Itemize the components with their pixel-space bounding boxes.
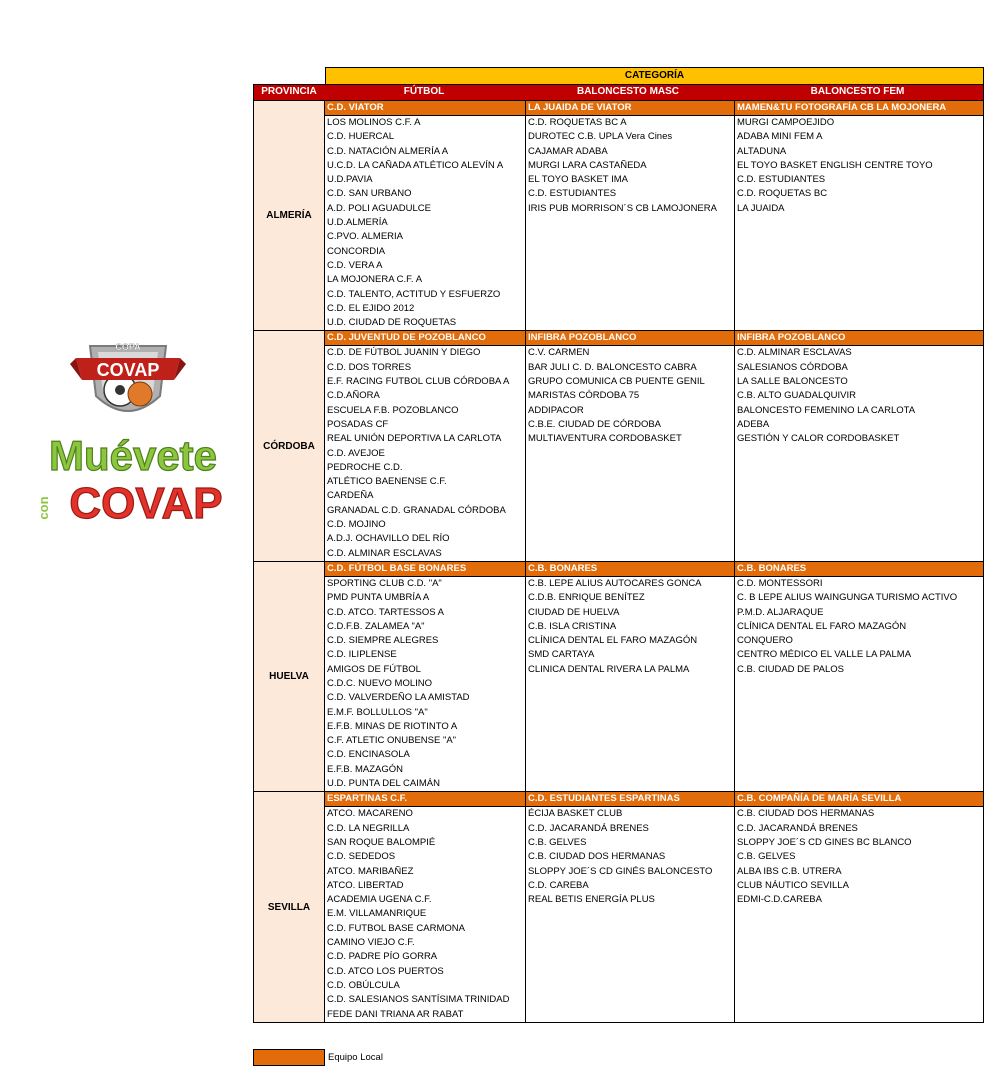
team-item: MURGI CAMPOEJIDO [737, 117, 835, 128]
baloncesto-masc-header: BALONCESTO MASC [576, 86, 680, 97]
local-team: C.D. JUVENTUD DE POZOBLANCO [325, 331, 525, 346]
team-item: U.D. CIUDAD DE ROQUETAS [327, 317, 457, 329]
team-item: C.D. VERA A [327, 259, 383, 271]
muevete-con-covap-logo [28, 428, 238, 528]
team-item: ATCO. LIBERTAD [327, 879, 404, 891]
team-item: C.B.E. CIUDAD DE CÓRDOBA [528, 418, 662, 430]
baloncesto-masc-column [526, 562, 735, 791]
team-item: C.D. SEDEDOS [327, 851, 396, 863]
team-item: EDMI-C.D.CAREBA [737, 894, 822, 906]
team-item: CLINICA DENTAL RIVERA LA PALMA [528, 663, 690, 675]
team-item: ADEBA [737, 418, 770, 430]
team-item: C.D. SALESIANOS SANTÍSIMA TRINIDAD [327, 994, 510, 1006]
team-item: C.D. ATCO. TARTESSOS A [327, 606, 445, 618]
team-item: C.B. CIUDAD DOS HERMANAS [528, 851, 666, 863]
team-item: U.D.PAVIA [327, 174, 373, 186]
team-item: CAMINO VIEJO C.F. [327, 937, 415, 949]
team-item: P.M.D. ALJARAQUE [737, 606, 824, 618]
team-item: C.D. JACARANDÁ BRENES [737, 822, 858, 834]
team-item: REAL UNIÓN DEPORTIVA LA CARLOTA [327, 433, 502, 445]
team-item: SLOPPY JOE´S CD GINÉS BALONCESTO [528, 865, 713, 877]
local-team: LA JUAIDA DE VIATOR [526, 101, 734, 116]
team-item: PMD PUNTA UMBRÍA A [327, 592, 430, 604]
futbol-header: FÚTBOL [403, 86, 445, 97]
team-item: CARDEÑA [327, 490, 374, 502]
team-item: E.F. RACING FUTBOL CLUB CÓRDOBA A [327, 376, 510, 388]
provincia-header: PROVINCIA [261, 86, 317, 97]
team-item: C.D.AÑORA [327, 390, 380, 402]
team-item: C.B. CIUDAD DOS HERMANAS [737, 808, 875, 820]
team-item: C.D. SIEMPRE ALEGRES [327, 635, 439, 647]
team-item: E.M.F. BOLLULLOS "A" [327, 706, 428, 718]
team-item: C.B. ISLA CRISTINA [528, 620, 617, 632]
baloncesto-fem-column [735, 792, 983, 1021]
muevete-label: Muévete [48, 432, 218, 479]
local-team: ESPARTINAS C.F. [325, 792, 525, 807]
province-name: CÓRDOBA [254, 331, 325, 560]
team-item: FEDE DANI TRIANA AR RABAT [327, 1008, 464, 1020]
categoria-header: CATEGORÍA [325, 67, 984, 84]
province-block [253, 331, 984, 561]
team-item: AMIGOS DE FÚTBOL [327, 663, 421, 675]
team-item: GRANADAL C.D. GRANADAL CÓRDOBA [327, 504, 506, 516]
team-item: C.B. GELVES [528, 836, 587, 848]
team-item: C.D.C. NUEVO MOLINO [327, 677, 433, 689]
baloncesto-fem-column [735, 101, 983, 330]
local-team: C.B. COMPAÑÍA DE MARÍA SEVILLA [735, 792, 983, 807]
province-name: ALMERÍA [254, 101, 325, 330]
team-item: A.D. POLI AGUADULCE [327, 202, 432, 214]
team-item: CENTRO MÉDICO EL VALLE LA PALMA [737, 649, 912, 661]
team-item: SPORTING CLUB C.D. "A" [327, 577, 442, 589]
team-item: IRIS PUB MORRISON´S CB LAMOJONERA [528, 202, 717, 214]
covap2-label: COVAP [69, 479, 223, 528]
team-item: LA MOJONERA C.F. A [327, 274, 423, 286]
team-item: REAL BETIS ENERGÍA PLUS [528, 894, 655, 906]
legend-swatch [253, 1049, 325, 1066]
team-item: SAN ROQUE BALOMPIÉ [327, 836, 436, 848]
team-item: C.D. DE FÚTBOL JUANIN Y DIEGO [327, 347, 481, 359]
team-item: CONQUERO [737, 635, 793, 647]
local-team: INFIBRA POZOBLANCO [526, 331, 734, 346]
local-team: INFIBRA POZOBLANCO [735, 331, 983, 346]
team-item: C.D. LA NEGRILLA [327, 822, 410, 834]
team-item: C.D. ENCINASOLA [327, 749, 410, 761]
team-item: MULTIAVENTURA CORDOBASKET [528, 433, 682, 445]
baloncesto-masc-column [526, 331, 735, 560]
team-item: LOS MOLINOS C.F. A [327, 117, 421, 128]
team-item: LA JUAIDA [737, 202, 785, 214]
team-item: C.D. NATACIÓN ALMERÍA A [327, 145, 449, 157]
copa-covap-logo [68, 328, 188, 428]
team-item: BALONCESTO FEMENINO LA CARLOTA [737, 404, 916, 416]
team-item: C.V. CARMEN [528, 347, 590, 359]
team-item: E.F.B. MINAS DE RIOTINTO A [327, 720, 458, 732]
category-row [253, 67, 984, 84]
team-item: C.D. EL EJIDO 2012 [327, 302, 415, 314]
team-item: CLÍNICA DENTAL EL FARO MAZAGÓN [528, 635, 698, 647]
team-item: ESCUELA F.B. POZOBLANCO [327, 404, 459, 416]
team-item: C.D. CAREBA [528, 879, 589, 891]
team-item: C.D. ROQUETAS BC [737, 188, 828, 200]
team-item: C.PVO. ALMERIA [327, 231, 404, 243]
provinces-body [253, 101, 984, 1023]
team-item: C.B. LEPE ALIUS AUTOCARES GONCA [528, 577, 702, 589]
team-item: EL TOYO BASKET IMA [528, 174, 628, 186]
team-item: ATLÉTICO BAENENSE C.F. [327, 476, 447, 488]
legend [253, 1049, 383, 1066]
province-name: HUELVA [254, 562, 325, 791]
team-item: C. B LEPE ALIUS WAINGUNGA TURISMO ACTIVO [737, 592, 958, 604]
team-item: C.D. ALMINAR ESCLAVAS [327, 547, 442, 559]
teams-table [253, 67, 984, 1023]
team-item: C.B. GELVES [737, 851, 796, 863]
team-item: MURGI LARA CASTAÑEDA [528, 159, 647, 171]
team-item: C.D. MOJINO [327, 519, 386, 531]
team-item: C.D. OBÚLCULA [327, 979, 400, 991]
column-header-row [253, 84, 984, 101]
team-item: GRUPO COMUNICA CB PUENTE GENIL [528, 376, 705, 388]
team-item: C.D. JACARANDÁ BRENES [528, 822, 649, 834]
team-item: SLOPPY JOE´S CD GINES BC BLANCO [737, 836, 912, 848]
team-item: C.D. ALMINAR ESCLAVAS [737, 347, 852, 359]
team-item: C.D. ESTUDIANTES [528, 188, 617, 200]
team-item: C.F. ATLETIC ONUBENSE "A" [327, 735, 457, 747]
team-item: C.B. CIUDAD DE PALOS [737, 663, 844, 675]
team-item: DUROTEC C.B. UPLA Vera Cines [528, 131, 673, 143]
baloncesto-masc-column [526, 101, 735, 330]
team-item: C.D. PADRE PÍO GORRA [327, 951, 438, 963]
team-item: CONCORDIA [327, 245, 386, 257]
local-team: C.B. BONARES [735, 562, 983, 577]
futbol-column [325, 101, 526, 330]
team-item: C.D. ATCO LOS PUERTOS [327, 965, 444, 977]
team-item: C.D. ILIPLENSE [327, 649, 397, 661]
team-item: ÉCIJA BASKET CLUB [528, 808, 623, 820]
team-item: C.D.B. ENRIQUE BENÍTEZ [528, 592, 645, 604]
team-item: GESTIÓN Y CALOR CORDOBASKET [737, 433, 900, 445]
team-item: E.M. VILLAMANRIQUE [327, 908, 427, 920]
team-item: C.D. MONTESSORI [737, 577, 823, 589]
copa-label: COPA [115, 342, 141, 352]
team-item: A.D.J. OCHAVILLO DEL RÍO [327, 533, 450, 545]
team-item: ACADEMIA UGENA C.F. [327, 894, 432, 906]
team-item: C.D. DOS TORRES [327, 361, 412, 373]
team-item: PEDROCHE C.D. [327, 461, 403, 473]
team-item: C.D. HUERCAL [327, 131, 395, 143]
team-item: LA SALLE BALONCESTO [737, 376, 848, 388]
team-item: SMD CARTAYA [528, 649, 595, 661]
team-item: ATCO. MARIBAÑEZ [327, 865, 414, 877]
local-team: C.D. ESTUDIANTES ESPARTINAS [526, 792, 734, 807]
legend-label: Equipo Local [328, 1052, 383, 1063]
team-item: ALTADUNA [737, 145, 787, 157]
team-item: C.D. TALENTO, ACTITUD Y ESFUERZO [327, 288, 501, 300]
team-item: U.C.D. LA CAÑADA ATLÉTICO ALEVÍN A [327, 159, 504, 171]
baloncesto-fem-header: BALONCESTO FEM [810, 86, 905, 97]
team-item: ALBA IBS C.B. UTRERA [737, 865, 842, 877]
team-item: E.F.B. MAZAGÓN [327, 763, 404, 775]
local-team: C.D. VIATOR [325, 101, 525, 116]
team-item: C.D. AVEJOE [327, 447, 385, 459]
province-block [253, 101, 984, 331]
baloncesto-masc-column [526, 792, 735, 1021]
province-name: SEVILLA [254, 792, 325, 1021]
team-item: ADDIPACOR [528, 404, 584, 416]
team-item: CLUB NÁUTICO SEVILLA [737, 879, 849, 891]
team-item: ATCO. MACARENO [327, 808, 413, 820]
team-item: C.D. SAN URBANO [327, 188, 412, 200]
team-item: EL TOYO BASKET ENGLISH CENTRE TOYO [737, 159, 933, 171]
baloncesto-fem-column [735, 562, 983, 791]
futbol-column [325, 792, 526, 1021]
team-item: C.D. ROQUETAS BC A [528, 117, 627, 128]
futbol-column [325, 331, 526, 560]
local-team: C.D. FÚTBOL BASE BONARES [325, 562, 525, 577]
team-item: C.D. FUTBOL BASE CARMONA [327, 922, 465, 934]
team-item: C.D.F.B. ZALAMEA "A" [327, 620, 425, 632]
team-item: U.D.ALMERÍA [327, 217, 388, 229]
local-team: C.B. BONARES [526, 562, 734, 577]
team-item: MARISTAS CÓRDOBA 75 [528, 390, 640, 402]
team-item: CAJAMAR ADABA [528, 145, 608, 157]
con-label: con [36, 496, 51, 520]
team-item: SALESIANOS CÓRDOBA [737, 361, 848, 373]
team-item: CIUDAD DE HUELVA [528, 606, 620, 618]
local-team: MAMEN&TU FOTOGRAFÍA CB LA MOJONERA [735, 101, 983, 116]
team-item: POSADAS CF [327, 418, 389, 430]
team-item: C.D. ESTUDIANTES [737, 174, 826, 186]
province-block [253, 792, 984, 1022]
team-item: BAR JULI C. D. BALONCESTO CABRA [528, 361, 697, 373]
province-block [253, 562, 984, 792]
baloncesto-fem-column [735, 331, 983, 560]
team-item: U.D. PUNTA DEL CAIMÁN [327, 778, 440, 790]
covap-label: COVAP [96, 360, 160, 380]
team-item: C.B. ALTO GUADALQUIVIR [737, 390, 856, 402]
futbol-column [325, 562, 526, 791]
team-item: C.D. VALVERDEÑO LA AMISTAD [327, 692, 470, 704]
team-item: ADABA MINI FEM A [737, 131, 823, 143]
team-item: CLÍNICA DENTAL EL FARO MAZAGÓN [737, 620, 907, 632]
